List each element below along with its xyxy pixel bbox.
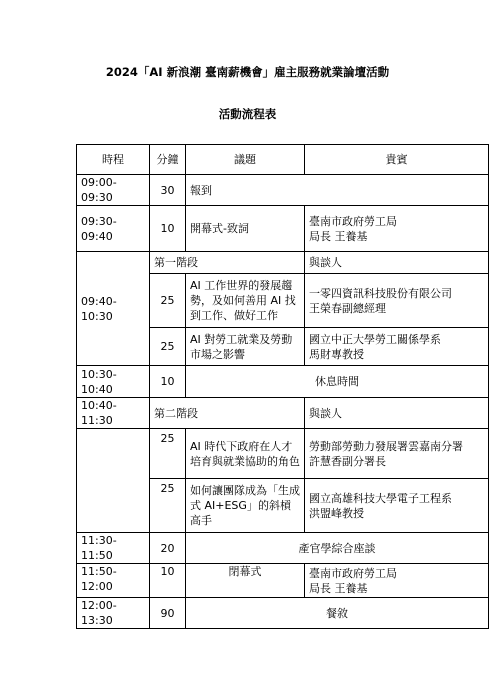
topic-cell: 餐敘 — [186, 598, 489, 629]
topic-cell: AI 工作世界的發展趨勢，及如何善用 AI 找到工作、做好工作 — [186, 274, 305, 328]
guest-name: 王榮春副總經理 — [309, 301, 386, 315]
topic-cell: 閉幕式 — [186, 564, 305, 598]
time-cell: 09:30-09:40 — [77, 206, 150, 252]
minutes-cell: 25 — [150, 429, 186, 479]
guest-cell — [305, 274, 489, 328]
time-cell: 11:50-12:00 — [77, 564, 150, 598]
panelist-header: 與談人 — [305, 252, 489, 274]
guest-cell — [305, 328, 489, 366]
minutes-cell: 20 — [150, 533, 186, 564]
guest-org: 國立高雄科技大學電子工程系 — [309, 491, 452, 505]
guest-cell — [305, 206, 489, 252]
guest-name: 局長 王養基 — [309, 229, 368, 243]
table-row — [77, 366, 489, 398]
time-cell-empty — [77, 429, 150, 533]
table-row — [77, 598, 489, 629]
guest-name: 馬財專教授 — [309, 347, 364, 361]
header-row — [77, 145, 489, 175]
table-row — [77, 429, 489, 479]
topic-cell: 報到 — [186, 175, 489, 206]
section-header-row — [77, 398, 489, 429]
schedule-table — [76, 144, 489, 629]
guest-org: 一零四資訊科技股份有限公司 — [309, 286, 452, 300]
minutes-cell: 25 — [150, 274, 186, 328]
phase-label: 第二階段 — [150, 398, 305, 429]
guest-cell — [305, 564, 489, 598]
time-cell: 09:00-09:30 — [77, 175, 150, 206]
table-row — [77, 533, 489, 564]
header-minutes: 分鐘 — [150, 145, 186, 175]
topic-cell: 產官學綜合座談 — [186, 533, 489, 564]
guest-org: 臺南市政府勞工局 — [309, 566, 397, 580]
minutes-cell: 10 — [150, 564, 186, 598]
minutes-cell: 30 — [150, 175, 186, 206]
table-row — [77, 564, 489, 598]
minutes-cell: 25 — [150, 328, 186, 366]
document-title: 2024「AI 新浪潮 臺南薪機會」雇主服務就業論壇活動 — [105, 65, 390, 79]
minutes-cell: 90 — [150, 598, 186, 629]
panelist-header: 與談人 — [305, 398, 489, 429]
document-subtitle: 活動流程表 — [218, 107, 277, 121]
header-time: 時程 — [77, 145, 150, 175]
minutes-cell: 25 — [150, 479, 186, 533]
time-cell: 09:40-10:30 — [77, 252, 150, 366]
guest-org: 勞動部勞動力發展署雲嘉南分署 — [309, 439, 463, 453]
guest-org: 國立中正大學勞工關係學系 — [309, 332, 441, 346]
minutes-cell: 10 — [150, 366, 186, 398]
header-guest: 貴賓 — [305, 145, 489, 175]
table-row — [77, 175, 489, 206]
phase-label: 第一階段 — [150, 252, 305, 274]
guest-name: 洪盟峰教授 — [309, 506, 364, 520]
header-topic: 議題 — [186, 145, 305, 175]
topic-cell: 如何讓團隊成為「生成式 AI+ESG」的斜槓高手 — [186, 479, 305, 533]
time-cell: 12:00-13:30 — [77, 598, 150, 629]
topic-cell: 開幕式-致詞 — [186, 206, 305, 252]
guest-org: 臺南市政府勞工局 — [309, 214, 397, 228]
guest-name: 許慧香副分署長 — [309, 454, 386, 468]
topic-cell: AI 對勞工就業及勞動市場之影響 — [186, 328, 305, 366]
topic-cell: 休息時間 — [186, 366, 489, 398]
section-header-row — [77, 252, 489, 274]
time-cell: 11:30-11:50 — [77, 533, 150, 564]
guest-name: 局長 王養基 — [309, 581, 368, 595]
topic-cell: AI 時代下政府在人才培育與就業協助的角色 — [186, 429, 305, 479]
minutes-cell: 10 — [150, 206, 186, 252]
guest-cell — [305, 479, 489, 533]
table-row — [77, 206, 489, 252]
time-cell: 10:30-10:40 — [77, 366, 150, 398]
guest-cell — [305, 429, 489, 479]
time-cell: 10:40-11:30 — [77, 398, 150, 429]
